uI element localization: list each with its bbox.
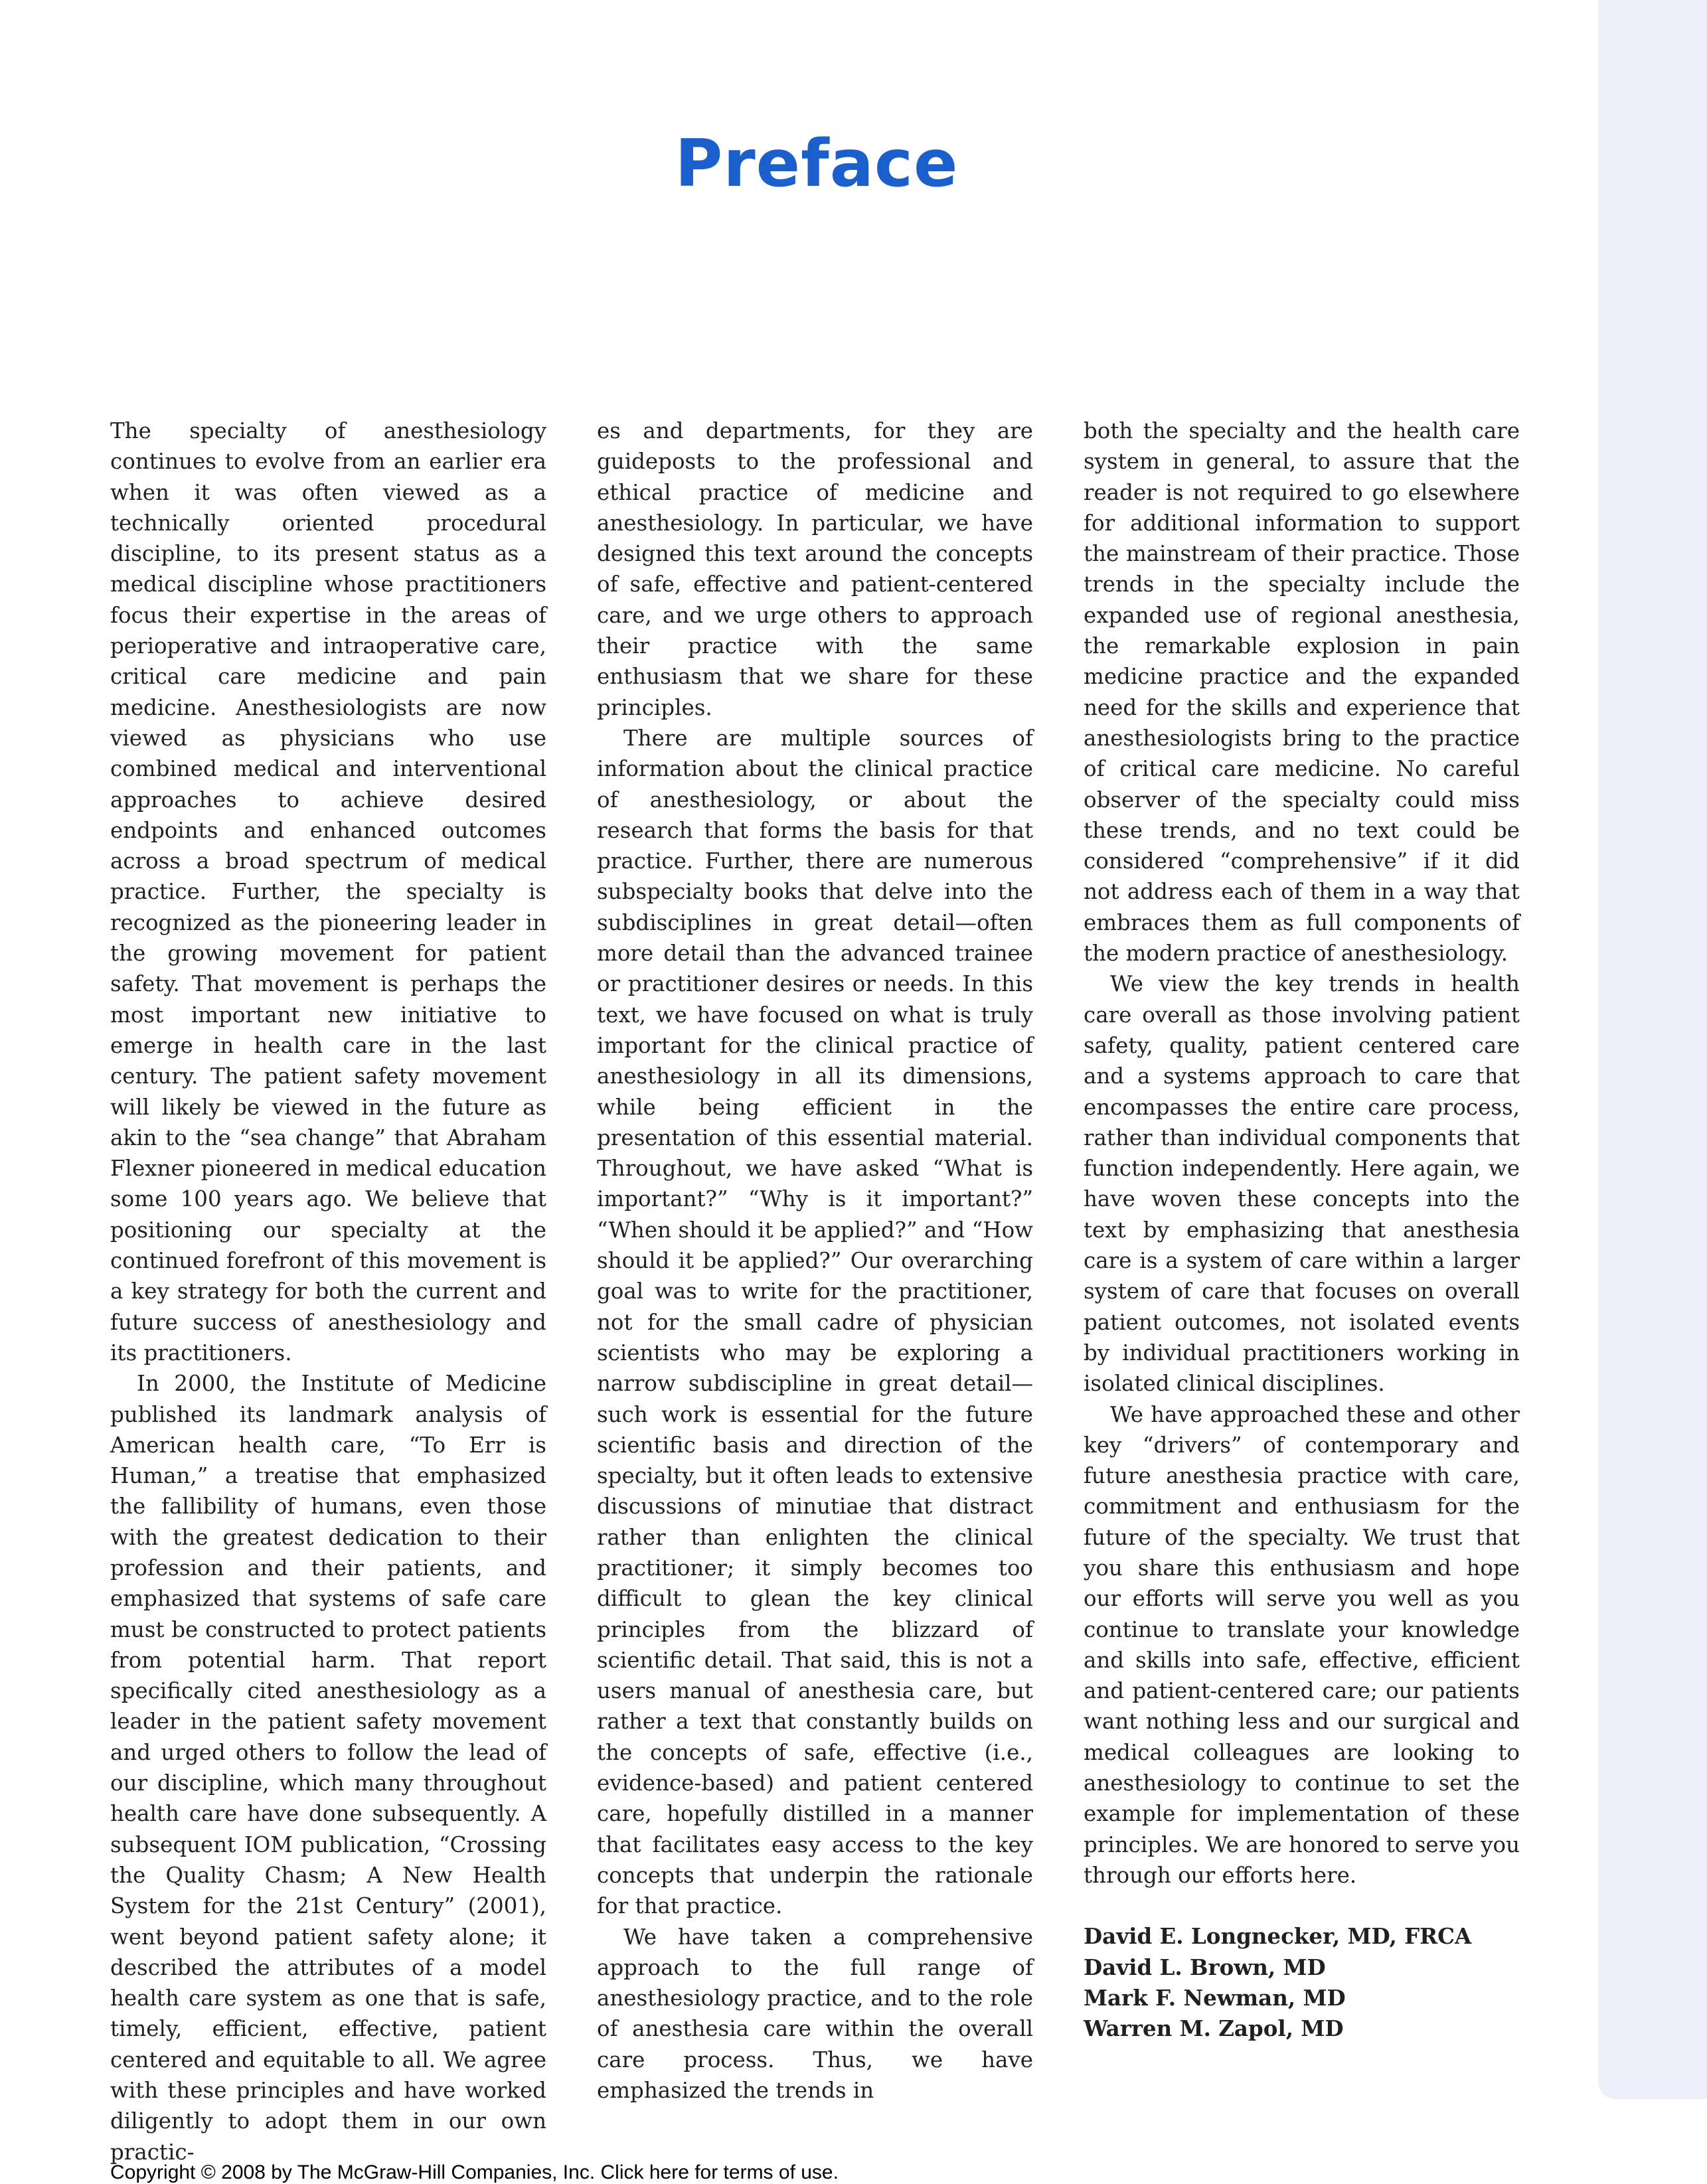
text-column-3 xyxy=(1084,416,1520,2044)
paragraph: es and departments, for they are guideposts to the professional and ethical practice of medicine and anesthesiology. In particular, we have designed this text around the concepts of safe, effective and patient-centered care, and we urge others to approach their practice with the same enthusiasm that we share for these principles. xyxy=(597,418,1033,720)
text-column-2 xyxy=(597,416,1033,2106)
author-name: Warren M. Zapol, MD xyxy=(1084,2015,1344,2042)
paragraph: We view the key trends in health care overall as those involving patient safety, quality, patient centered care and a systems approach to care that encompasses the entire care process, rather than individual components that function independently. Here again, we have woven these concepts into the text by emphasizing that anesthesia care is a system of care within a larger system of care that focuses on overall patient outcomes, not isolated events by individual practitioners working in isolated clinical disciplines. xyxy=(1084,971,1520,1397)
paragraph: There are multiple sources of information about the clinical practice of anesthesiology, or about the research that forms the basis for that practice. Further, there are numerous subspecialty books that delve into the subdisciplines in great detail—often more detail than the advanced trainee or practitioner desires or needs. In this text, we have focused on what is truly important for the clinical practice of anesthesiology in all its dimensions, while being efficient in the presentation of this essential material. Throughout, we have asked “What is important?” “Why is it important?” “When should it be applied?” and “How should it be applied?” Our overarching goal was to write for the practitioner, not for the small cadre of physician scientists who may be exploring a narrow subdiscipline in great detail—such work is essential for the future scientific basis and direction of the specialty, but it often leads to extensive discussions of minutiae that distract rather than enlighten the clinical practitioner; it simply becomes too difficult to glean the key clinical principles from the blizzard of scientific detail. That said, this is not a users manual of anesthesia care, but rather a text that constantly builds on the concepts of safe, effective (i.e., evidence-based) and patient centered care, hopefully distilled in a manner that facilitates easy access to the key concepts that underpin the rationale for that practice. xyxy=(597,725,1033,1919)
copyright-link[interactable]: Copyright © 2008 by The McGraw-Hill Companies, Inc. Click here for terms of use. xyxy=(110,2161,839,2183)
paragraph: We have taken a comprehensive approach to the full range of anesthesiology practice, and to the role of anesthesia care within the overall care process. Thus, we have emphasized the trends in xyxy=(597,1924,1033,2104)
author-name: David E. Longnecker, MD, FRCA xyxy=(1084,1923,1472,1950)
paragraph: both the specialty and the health care system in general, to assure that the reader is not required to go elsewhere for additional information to support the mainstream of their practice. Those trends in the specialty include the expanded use of regional anesthesia, the remarkable explosion in pain medicine practice and the expanded need for the skills and experience that anesthesiologists bring to the practice of critical care medicine. No careful observer of the specialty could miss these trends, and no text could be considered “comprehensive” if it did not address each of them in a way that embraces them as full components of the modern practice of anesthesiology. xyxy=(1084,418,1520,967)
paragraph: The specialty of anesthesiology continues to evolve from an earlier era when it was often viewed as a technically oriented procedural discipline, to its present status as a medical discipline whose practitioners focus their expertise in the areas of perioperative and intraoperative care, critical care medicine and pain medicine. Anesthesiologists are now viewed as physicians who use combined medical and interventional approaches to achieve desired endpoints and enhanced outcomes across a broad spectrum of medical practice. Further, the specialty is recognized as the pioneering leader in the growing movement for patient safety. That movement is perhaps the most important new initiative to emerge in health care in the last century. The patient safety movement will likely be viewed in the future as akin to the “sea change” that Abraham Flexner pioneered in medical education some 100 years ago. We believe that positioning our specialty at the continued forefront of this movement is a key strategy for both the current and future success of anesthesiology and its practitioners. xyxy=(110,418,546,1365)
paragraph: We have approached these and other key “drivers” of contemporary and future anesthesia practice with care, commitment and enthusiasm for the future of the specialty. We trust that you share this enthusiasm and hope our efforts will serve you well as you continue to translate your knowledge and skills into safe, effective, efficient and patient-centered care; our patients want nothing less and our surgical and medical colleagues are looking to anesthesiology to continue to set the example for implementation of these principles. We are honored to serve you through our efforts here. xyxy=(1084,1401,1520,1888)
side-tab-decoration xyxy=(1598,0,1707,2099)
paragraph: In 2000, the Institute of Medicine published its landmark analysis of American health care, “To Err is Human,” a treatise that emphasized the fallibility of humans, even those with the greatest dedication to their profession and their patients, and emphasized that systems of safe care must be constructed to protect patients from potential harm. That report specifically cited anesthesiology as a leader in the patient safety movement and urged others to follow the lead of our discipline, which many throughout health care have done subsequently. A subsequent IOM publication, “Crossing the Quality Chasm; A New Health System for the 21st Century” (2001), went beyond patient safety alone; it described the attributes of a model health care system as one that is safe, timely, efficient, effective, patient centered and equitable to all. We agree with these principles and have worked diligently to adopt them in our own practic- xyxy=(110,1371,546,2165)
text-column-1 xyxy=(110,416,546,2167)
author-name: David L. Brown, MD xyxy=(1084,1954,1326,1980)
author-signatures xyxy=(1084,1921,1520,2044)
page-title: Preface xyxy=(675,126,959,202)
author-name: Mark F. Newman, MD xyxy=(1084,1984,1346,2011)
